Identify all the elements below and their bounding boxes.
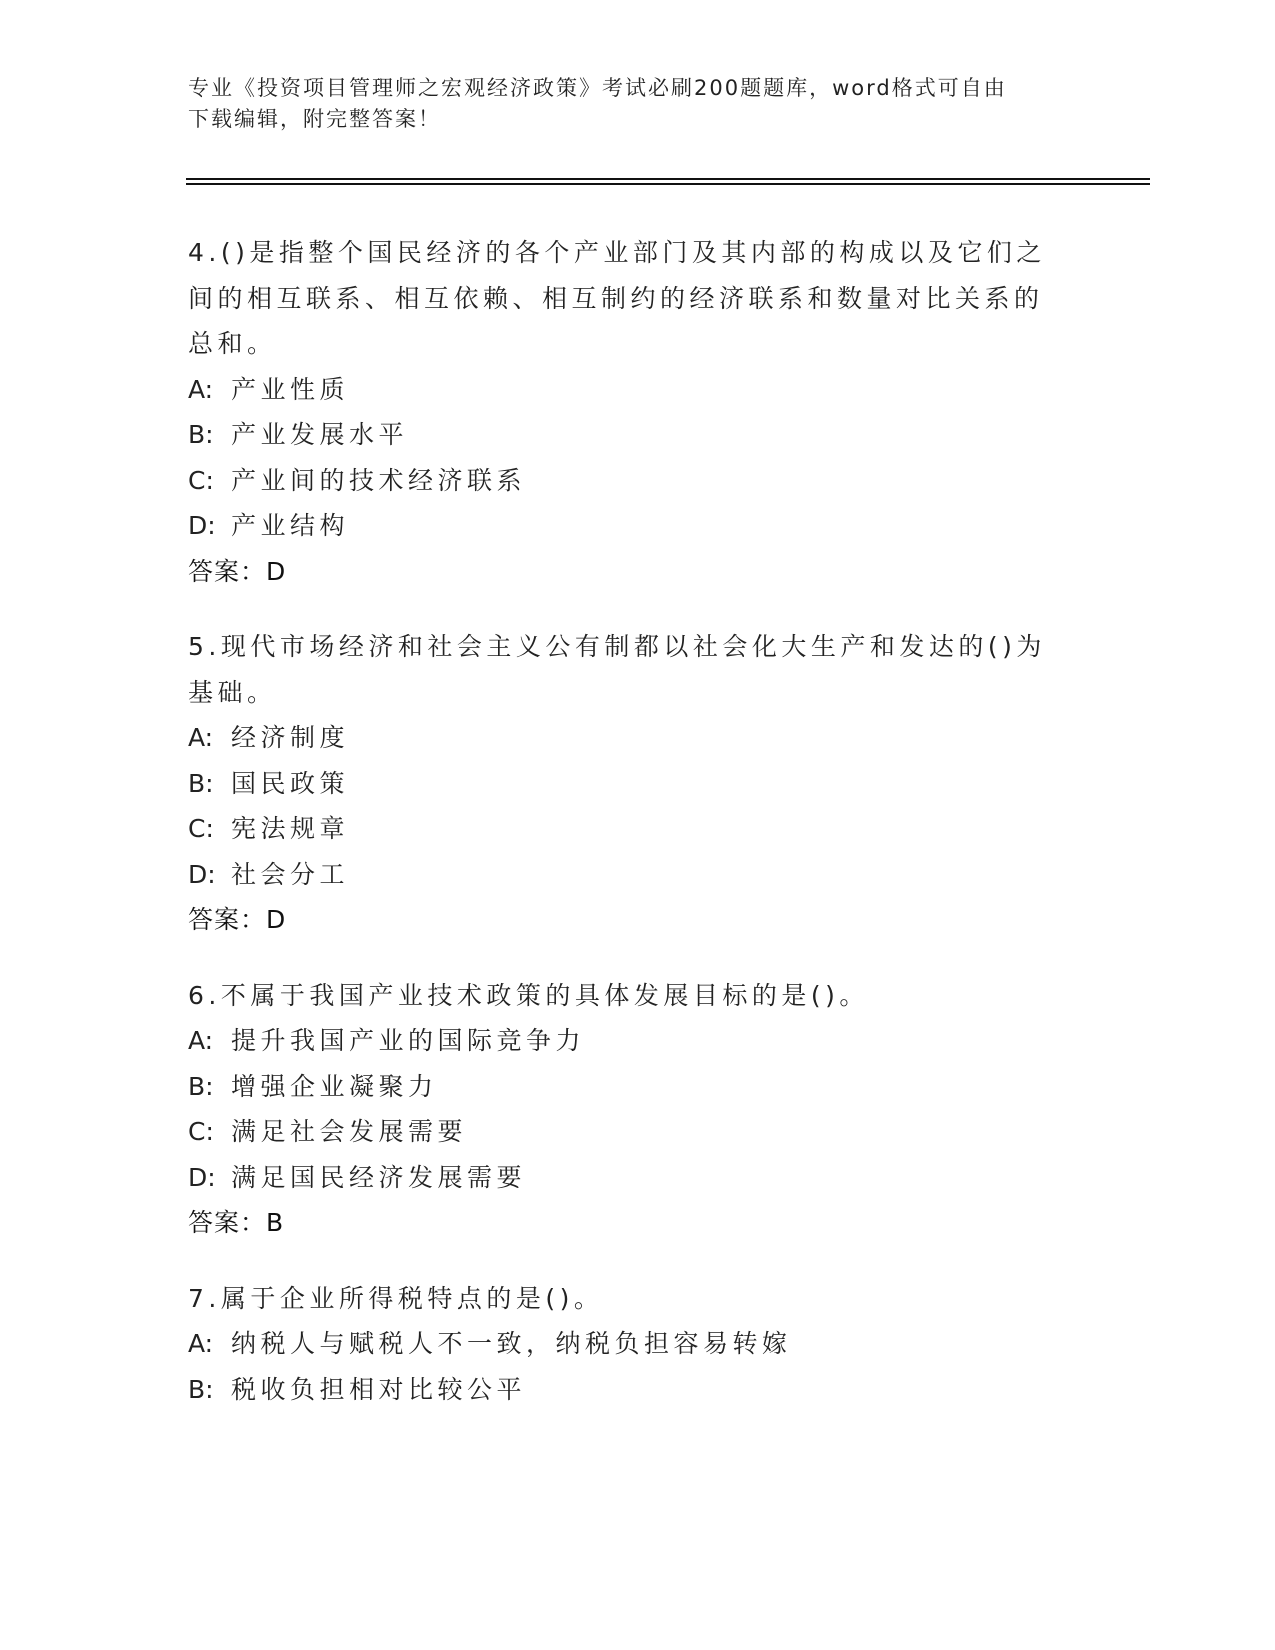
question-5 — [188, 624, 1068, 943]
option-text: 满足社会发展需要 — [231, 1117, 468, 1146]
option-letter: C: — [188, 814, 214, 843]
option-b — [188, 1367, 1068, 1413]
option-text: 经济制度 — [231, 723, 350, 752]
option-a — [188, 1321, 1068, 1367]
option-letter: D: — [188, 1162, 216, 1192]
option-letter: B: — [188, 1071, 214, 1101]
option-letter: B: — [188, 420, 214, 449]
document-header — [188, 73, 1068, 135]
option-letter: A: — [188, 1329, 214, 1358]
option-c — [188, 458, 1068, 504]
question-7 — [188, 1276, 1068, 1413]
option-c — [188, 1109, 1068, 1155]
answer-label: 答案：D — [188, 556, 287, 586]
answer-label: 答案：D — [188, 905, 287, 934]
option-text: 纳税人与赋税人不一致，纳税负担容易转嫁 — [231, 1329, 792, 1358]
option-a — [188, 367, 1068, 413]
question-stem: 4.()是指整个国民经济的各个产业部门及其内部的构成以及它们之间的相互联系、相互依赖、相互制约的经济联系和数量对比关系的总和。 — [188, 238, 1046, 358]
option-letter: B: — [188, 1374, 214, 1404]
option-text: 税收负担相对比较公平 — [231, 1374, 527, 1404]
header-divider-bottom — [186, 183, 1150, 185]
option-d — [188, 852, 1068, 898]
header-line-1: 专业《投资项目管理师之宏观经济政策》考试必刷200题题库，word格式可自由 — [188, 76, 1007, 100]
question-stem: 6.不属于我国产业技术政策的具体发展目标的是()。 — [188, 980, 869, 1010]
option-text: 社会分工 — [231, 859, 350, 889]
header-divider-top — [186, 178, 1150, 180]
question-stem: 5.现代市场经济和社会主义公有制都以社会化大生产和发达的()为基础。 — [188, 632, 1046, 707]
option-text: 满足国民经济发展需要 — [231, 1162, 527, 1192]
option-d — [188, 1155, 1068, 1201]
option-text: 产业性质 — [231, 374, 350, 404]
option-text: 宪法规章 — [231, 814, 350, 843]
option-text: 产业发展水平 — [231, 420, 409, 449]
option-b — [188, 761, 1068, 807]
answer-label: 答案：B — [188, 1208, 285, 1237]
question-list — [188, 230, 1068, 1442]
option-letter: A: — [188, 723, 214, 752]
option-b — [188, 412, 1068, 458]
option-c — [188, 806, 1068, 852]
option-letter: D: — [188, 859, 216, 889]
option-letter: D: — [188, 511, 216, 540]
option-text: 增强企业凝聚力 — [231, 1071, 438, 1101]
option-d — [188, 503, 1068, 549]
question-6 — [188, 973, 1068, 1246]
option-a — [188, 715, 1068, 761]
option-letter: C: — [188, 465, 214, 495]
question-stem: 7.属于企业所得税特点的是()。 — [188, 1283, 604, 1313]
option-b — [188, 1064, 1068, 1110]
question-4 — [188, 230, 1068, 594]
option-text: 提升我国产业的国际竞争力 — [231, 1026, 586, 1055]
option-a — [188, 1018, 1068, 1064]
option-letter: A: — [188, 374, 214, 404]
option-letter: B: — [188, 768, 214, 798]
option-text: 国民政策 — [231, 768, 350, 798]
option-text: 产业间的技术经济联系 — [231, 465, 527, 495]
header-line-2: 下载编辑，附完整答案！ — [188, 107, 441, 131]
option-letter: A: — [188, 1026, 214, 1055]
option-text: 产业结构 — [231, 511, 350, 540]
option-letter: C: — [188, 1117, 214, 1146]
